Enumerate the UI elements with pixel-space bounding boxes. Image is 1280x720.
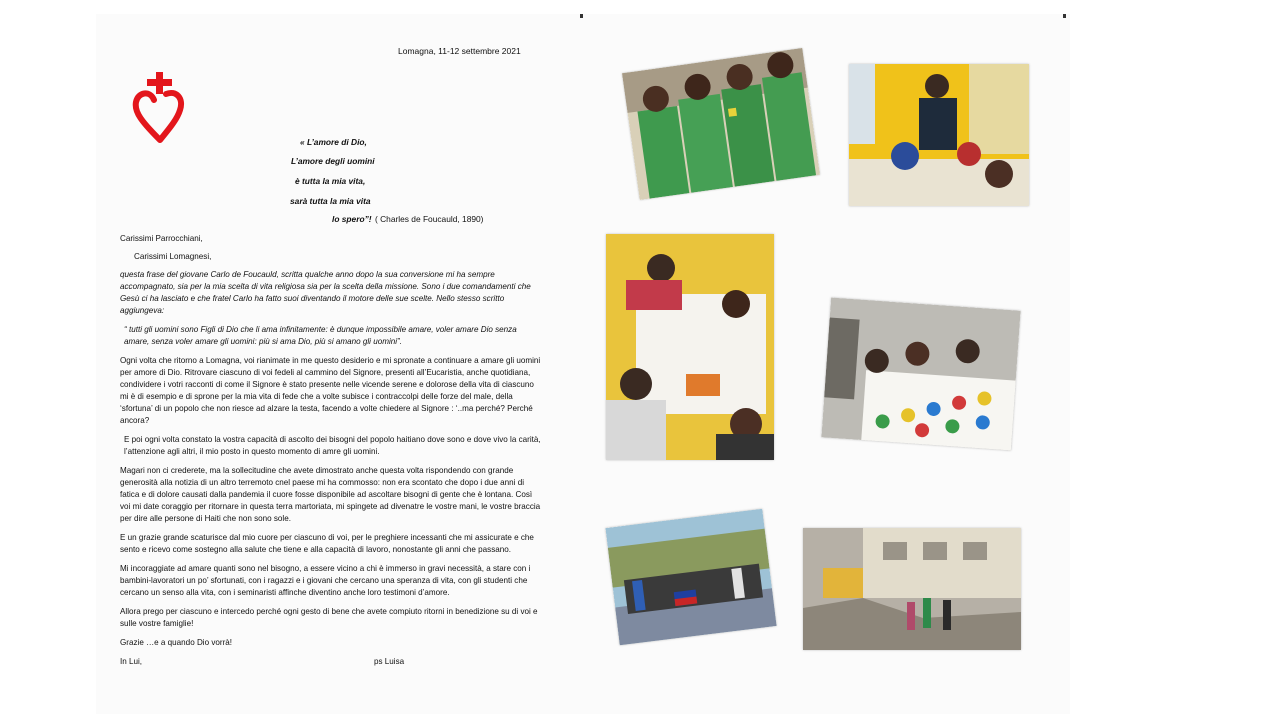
closing: Grazie …e a quando Dio vorrà! bbox=[120, 638, 233, 647]
photo-group-with-flag bbox=[605, 509, 776, 645]
paragraph: E poi ogni volta constato la vostra capacità di ascolto dei bisogni del popolo haitiano dove sono e dove vivo la carità, l’attenzione agli altri, il mio posto in questo momento di amre gli uomini. bbox=[124, 435, 541, 456]
paragraph: Magari non ci crederete, ma la sollecitudine che avete dimostrato anche questa volta rispondendo con grande generosità alla notizia di un altro terremoto cnel paese mi ha commosso: non era scontato che dopo i due anni di fatica e di dolore causati dalla pandemia il cuore fosse disponibile ad ascoltare bisogni di gente che è lontana. Così voi mi date coraggio per ritornare in questa terra martoriata, mi spingete ad divenatre le vostre mani, le vostre braccia per dire alle persone di Haiti che non sono sole. bbox=[120, 466, 541, 523]
paragraph: questa frase del giovane Carlo de Foucauld, scritta qualche anno dopo la sua conversione mi ha sempre accompagnato, sia per la mia scelta di vita religiosa sia per la scelta della missione. Sono i due comandamenti che Gesù ci ha lasciato e che fratel Carlo ha fatto suoi diventando il motore delle sue scelte. Nello stesso scritto aggiungeva: bbox=[120, 270, 531, 315]
quote-line: è tutta la mia vita, bbox=[295, 176, 366, 186]
letter-body bbox=[120, 233, 544, 670]
paragraph: “ tutti gli uomini sono Figli di Dio che li ama infinitamente: è dunque impossibile amare, voler amare Dio senza amare, senza voler amare gli uomini: più si ama Dio, più si amano gli uomini”. bbox=[124, 325, 517, 346]
quote-attribution: ( Charles de Foucauld, 1890) bbox=[375, 214, 484, 224]
signature-name: ps Luisa bbox=[374, 657, 405, 666]
page-edge-mark bbox=[580, 14, 583, 18]
photo-earthquake-rubble bbox=[803, 528, 1021, 650]
photo-twister-game bbox=[821, 298, 1020, 451]
signature-left: In Lui, bbox=[120, 657, 143, 666]
quote-line: L’amore degli uomini bbox=[291, 156, 375, 166]
photo-classroom-teacher bbox=[849, 64, 1029, 206]
photo-girls-green-uniforms bbox=[622, 48, 820, 200]
quote-line: « L’amore di Dio, bbox=[300, 137, 367, 147]
paragraph: E un grazie grande scaturisce dal mio cuore per ciascuno di voi, per le preghiere incessanti che mi assicurate e che sento e ricevo come sostegno alla salute che tiene e alla capacità di lavoro, nonostante gli anni che passano. bbox=[120, 533, 534, 554]
paragraph: Mi incoraggiate ad amare quanti sono nel bisogno, a essere vicino a chi è immerso in gravi necessità, a stare con i bambini-lavoratori un po’ sfortunati, con i ragazzi e i giovani che cercano una speranza di vita, con gli studenti che cercano un senso alla vita, con i seminaristi affinche diventino anche loro testimoni d’amore. bbox=[120, 564, 531, 597]
salutation: Carissimi Lomagnesi, bbox=[134, 252, 212, 261]
letter-date: Lomagna, 11-12 settembre 2021 bbox=[398, 46, 521, 56]
quote-line: sarà tutta la mia vita bbox=[290, 196, 371, 206]
quote-line: lo spero”! bbox=[332, 214, 372, 224]
photo-children-drawing bbox=[606, 234, 774, 460]
paragraph: Allora prego per ciascuno e intercedo perché ogni gesto di bene che avete compiuto ritorni in benedizione su di voi e sulle vostre famiglie! bbox=[120, 607, 538, 628]
cross-heart-logo-icon bbox=[132, 70, 188, 148]
signature bbox=[120, 656, 544, 670]
paragraph: Ogni volta che ritorno a Lomagna, voi rianimate in me questo desiderio e mi spronate a continuare a amare gli uomini per amore di Dio. Ritrovare ciascuno di voi fedeli al cammino del Signore, presenti all’Eucaristia, anche quotidiana, condividere i votri racconti di come il Signore è stato presente nelle vicende serene e dolorose della vita di ciascuno mi è di esempio e di sprone per la mia vita di fede che a volte subisce i contraccolpi delle forze del male, della ‘sfortuna’ di un popolo che non riesce ad alzare la testa, facendo a volte chiedere al Signore : ‘..ma perché? Perché ancora? bbox=[120, 356, 541, 425]
page-edge-mark bbox=[1063, 14, 1066, 18]
salutation: Carissimi Parrocchiani, bbox=[120, 234, 203, 243]
